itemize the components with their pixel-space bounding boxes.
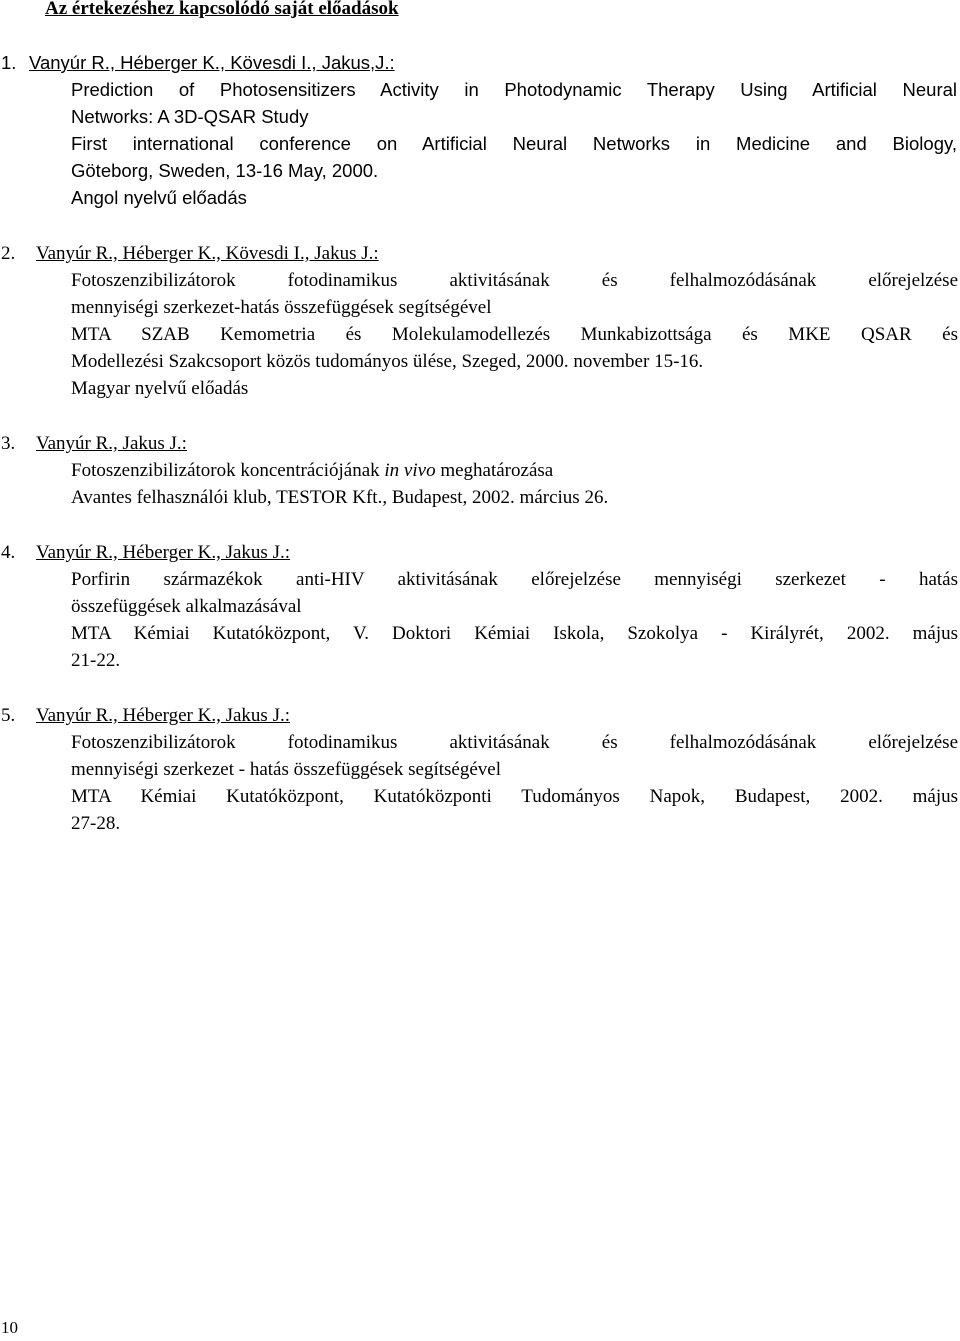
- item-language: Angol nyelvű előadás: [71, 187, 247, 208]
- item-title-line: mennyiségi szerkezet-hatás összefüggések segítségével: [71, 297, 492, 318]
- list-item: [0, 240, 958, 402]
- item-venue-line: Modellezési Szakcsoport közös tudományos ülése, Szeged, 2000. november 15-16.: [71, 351, 704, 372]
- item-title-line: Prediction of Photosensitizers Activity in Photodynamic Therapy Using Artificial Neural: [71, 79, 957, 100]
- item-number: 4.: [1, 542, 16, 563]
- item-title-line: Networks: A 3D-QSAR Study: [71, 106, 309, 127]
- item-venue-line: 27-28.: [71, 813, 121, 834]
- item-venue-line: 21-22.: [71, 650, 121, 671]
- item-venue: Avantes felhasználói klub, TESTOR Kft., Budapest, 2002. március 26.: [71, 487, 609, 508]
- item-authors: Vanyúr R., Héberger K., Kövesdi I., Jakus,J.:: [29, 52, 395, 73]
- item-venue-line: Göteborg, Sweden, 13-16 May, 2000.: [71, 160, 379, 181]
- page-heading: Az értekezéshez kapcsolódó saját előadások: [45, 0, 399, 19]
- item-authors: Vanyúr R., Jakus J.:: [36, 433, 187, 454]
- item-number: 3.: [1, 433, 16, 454]
- list-item: [0, 702, 958, 837]
- item-language: Magyar nyelvű előadás: [71, 378, 249, 399]
- list-item: [0, 539, 958, 674]
- list-item: [0, 430, 958, 511]
- item-authors: Vanyúr R., Héberger K., Jakus J.:: [36, 542, 290, 563]
- item-title-line: Fotoszenzibilizátorok fotodinamikus aktivitásának és felhalmozódásának előrejelzése: [71, 732, 958, 753]
- item-number: 5.: [1, 705, 16, 726]
- item-venue-line: MTA SZAB Kemometria és Molekulamodellezés Munkabizottsága és MKE QSAR és: [71, 324, 958, 345]
- item-number: 2.: [1, 243, 16, 264]
- item-title: Fotoszenzibilizátorok koncentrációjának in vivo meghatározása: [71, 460, 554, 481]
- item-venue-line: First international conference on Artificial Neural Networks in Medicine and Biology,: [71, 133, 957, 154]
- item-title-line: összefüggések alkalmazásával: [71, 596, 302, 617]
- page-number: 10: [1, 1318, 18, 1337]
- item-authors: Vanyúr R., Héberger K., Jakus J.:: [36, 705, 290, 726]
- item-venue-line: MTA Kémiai Kutatóközpont, Kutatóközponti Tudományos Napok, Budapest, 2002. május: [71, 786, 958, 807]
- item-venue-line: MTA Kémiai Kutatóközpont, V. Doktori Kémiai Iskola, Szokolya - Királyrét, 2002. május: [71, 623, 958, 644]
- item-number: 1.: [1, 52, 17, 73]
- item-title-line: mennyiségi szerkezet - hatás összefüggések segítségével: [71, 759, 501, 780]
- item-title-line: Fotoszenzibilizátorok fotodinamikus aktivitásának és felhalmozódásának előrejelzése: [71, 270, 958, 291]
- item-title-italic: in vivo: [384, 460, 436, 481]
- item-authors: Vanyúr R., Héberger K., Kövesdi I., Jakus J.:: [36, 243, 379, 264]
- item-title-line: Porfirin származékok anti-HIV aktivitásának előrejelzése mennyiségi szerkezet - hatás: [71, 569, 958, 590]
- list-item: [0, 49, 958, 211]
